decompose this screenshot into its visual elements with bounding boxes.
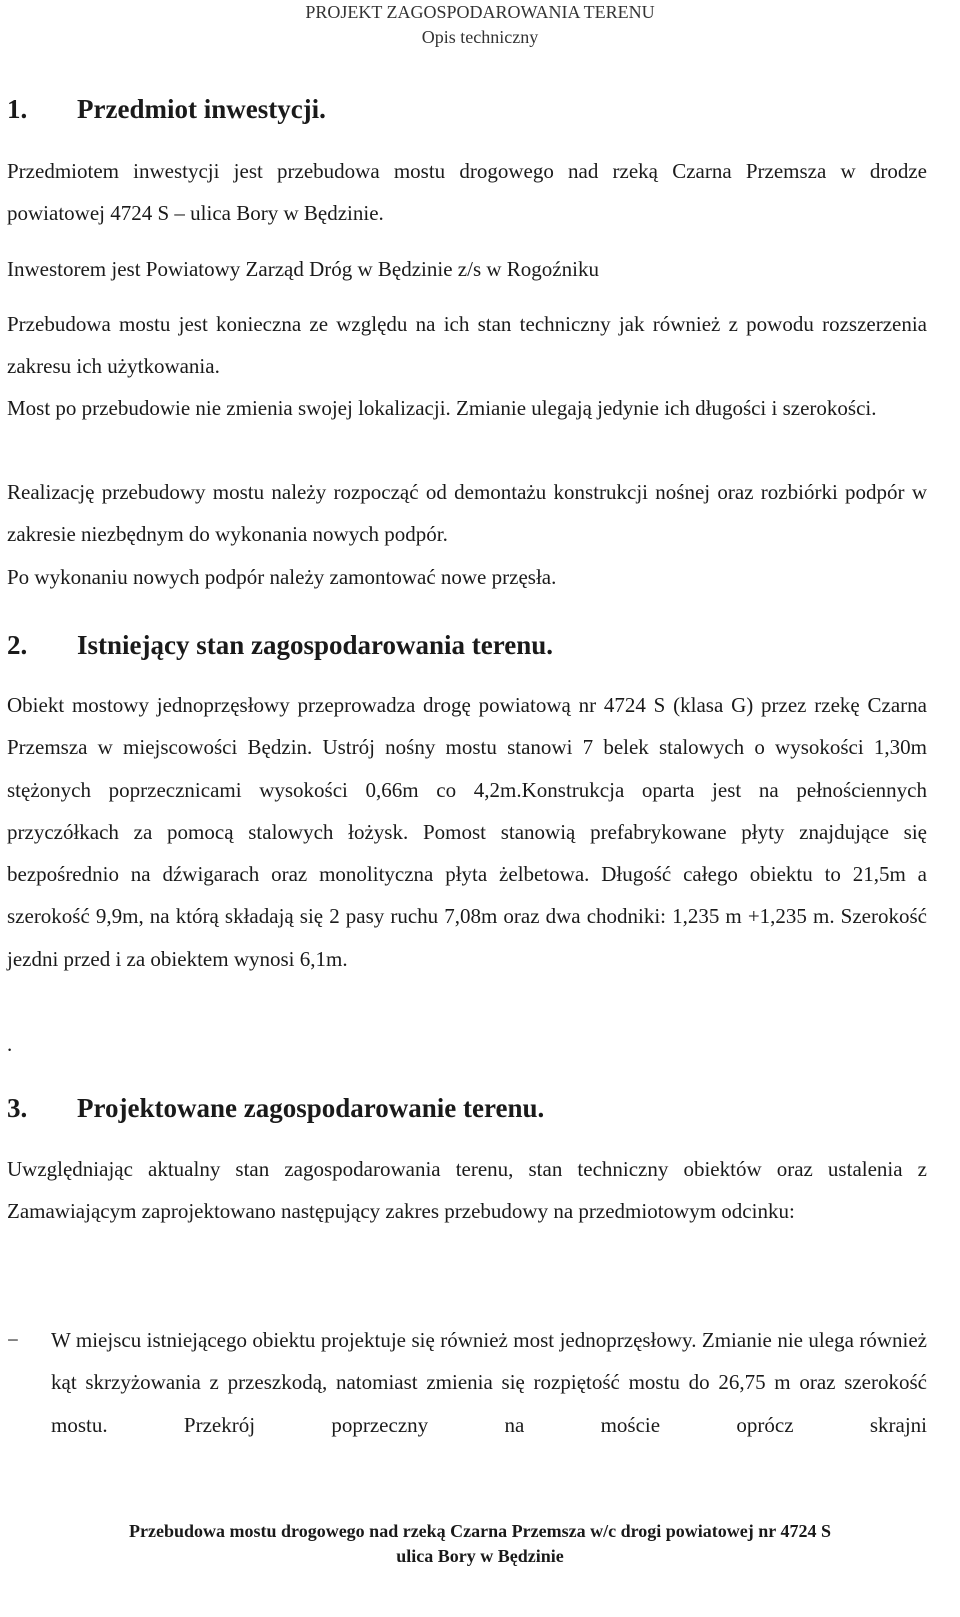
bullet-marker: − xyxy=(7,1328,19,1352)
header-title: PROJEKT ZAGOSPODAROWANIA TERENU xyxy=(305,2,655,22)
footer-line-1: Przebudowa mostu drogowego nad rzeką Czarna Przemsza w/c drogi powiatowej nr 4724 S xyxy=(129,1521,831,1541)
section-3-number: 3. xyxy=(7,1093,28,1123)
page-footer xyxy=(0,1519,960,1569)
section-2-paragraph-1: Obiekt mostowy jednoprzęsłowy przeprowadza drogę powiatową nr 4724 S (klasa G) przez rzekę Czarna Przemsza w miejscowości Będzin. Ustrój nośny mostu stanowi 7 belek stalowych o wysokości 1,30m stężonych poprzecznicami wysokości 0,66m co 4,2m.Konstrukcja oparta jest na pełnościennych przyczółkach za pomocą stalowych łożysk. Pomost stanowią prefabrykowane płyty znajdujące się bezpośrednio na dźwigarach oraz monolityczna płyta żelbetowa. Długość całego obiektu to 21,5m a szerokość 9,9m, na którą składają się 2 pasy ruchu 7,08m oraz dwa chodniki: 1,235 m +1,235 m. Szerokość jezdni przed i za obiektem wynosi 6,1m. xyxy=(7,693,927,971)
section-2-number: 2. xyxy=(7,630,28,660)
section-1-paragraph-1: Przedmiotem inwestycji jest przebudowa mostu drogowego nad rzeką Czarna Przemsza w drodze powiatowej 4724 S – ulica Bory w Będzinie. xyxy=(7,159,927,226)
header-subtitle: Opis techniczny xyxy=(421,27,539,47)
section-3-title: Projektowane zagospodarowanie terenu. xyxy=(77,1093,545,1123)
section-3-bullet-item xyxy=(7,1319,927,1446)
section-1-heading xyxy=(7,94,326,125)
bullet-text: W miejscu istniejącego obiektu projektuje się również most jednoprzęsłowy. Zmianie nie ulega również kąt skrzyżowania z przeszkodą, natomiast zmienia się rozpiętość mostu do 26,75 m oraz szerokość mostu. Przekrój poprzeczny na moście oprócz skrajni xyxy=(51,1328,927,1437)
section-1-paragraph-6: Po wykonaniu nowych podpór należy zamontować nowe przęsła. xyxy=(7,565,557,589)
section-1-paragraph-4: Most po przebudowie nie zmienia swojej lokalizacji. Zmianie ulegają jedynie ich długości i szerokości. xyxy=(7,396,877,420)
section-1-paragraph-2: Inwestorem jest Powiatowy Zarząd Dróg w Będzinie z/s w Rogoźniku xyxy=(7,257,599,281)
section-2-paragraph-2: . xyxy=(7,1032,13,1056)
page-header xyxy=(0,0,960,50)
section-3-paragraph-1: Uwzględniając aktualny stan zagospodarowania terenu, stan techniczny obiektów oraz ustalenia z Zamawiającym zaprojektowano następujący zakres przebudowy na przedmiotowym odcinku: xyxy=(7,1157,927,1224)
section-2-heading xyxy=(7,630,553,661)
section-3-heading xyxy=(7,1093,544,1124)
section-1-paragraph-3: Przebudowa mostu jest konieczna ze względu na ich stan techniczny jak również z powodu rozszerzenia zakresu ich użytkowania. xyxy=(7,312,927,379)
footer-line-2: ulica Bory w Będzinie xyxy=(396,1546,564,1566)
section-2-title: Istniejący stan zagospodarowania terenu. xyxy=(77,630,554,660)
section-1-paragraph-5: Realizację przebudowy mostu należy rozpocząć od demontażu konstrukcji nośnej oraz rozbiórki podpór w zakresie niezbędnym do wykonania nowych podpór. xyxy=(7,480,927,547)
section-1-title: Przedmiot inwestycji. xyxy=(77,94,326,124)
section-1-number: 1. xyxy=(7,94,28,124)
